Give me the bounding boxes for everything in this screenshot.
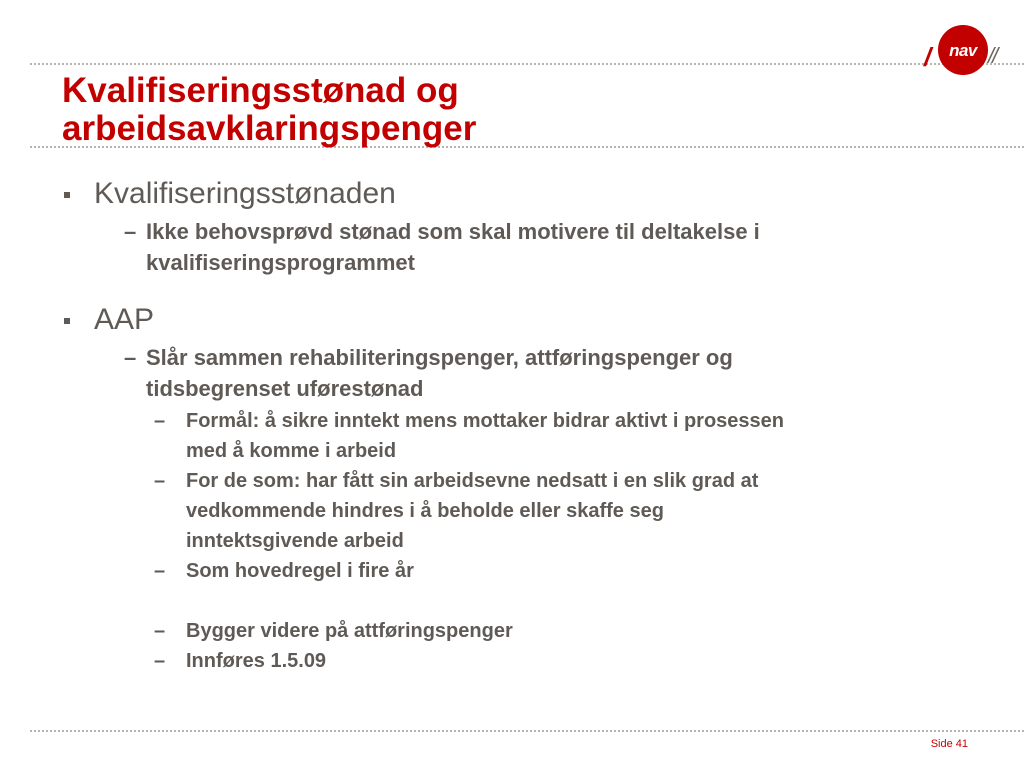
page-number: Side 41 (930, 738, 968, 750)
sub-sub-bullet: – Som hovedregel i fire år (172, 556, 946, 586)
dash-bullet-icon: – (154, 410, 166, 432)
sub-bullet: – Ikke behovsprøvd stønad som skal motivere til deltakelse i kvalifiseringsprogrammet (132, 216, 1002, 278)
sub-bullet: – Slår sammen rehabiliteringspenger, attføringspenger og tidsbegrenset uførestønad (132, 342, 1002, 404)
sub-sub-bullet: – For de som: har fått sin arbeidsevne nedsatt i en slik grad at vedkommende hindres i å beholde eller skaffe seg inntektsgivende arbeid (172, 466, 946, 556)
logo-text: nav (949, 41, 977, 60)
nav-logo-circle-icon (938, 25, 988, 75)
footer-dotted-divider (30, 730, 1024, 732)
dash-bullet-icon: – (154, 470, 166, 492)
sub-sub-bullet: – Bygger videre på attføringspenger (172, 616, 946, 646)
bullet-kvalifiseringsstonaden (62, 176, 1002, 212)
sub-sub-bullet: – Formål: å sikre inntekt mens mottaker bidrar aktivt i prosessen med å komme i arbeid (172, 406, 946, 466)
bullet-heading: Kvalifiseringsstønaden (94, 177, 396, 210)
logo-slash-right: // (988, 43, 997, 68)
logo-slash-left: / (924, 42, 932, 72)
title-line-1: Kvalifiseringsstønad og (62, 71, 459, 110)
dash-bullet-icon: – (154, 620, 166, 642)
slide-body (62, 176, 1002, 676)
bullet-aap (62, 302, 1002, 338)
bullet-heading: AAP (94, 303, 155, 336)
dash-bullet-icon: – (124, 345, 137, 370)
top-dotted-divider (30, 63, 1024, 65)
title-line-2: arbeidsavklaringspenger (62, 109, 477, 148)
nav-logo (924, 22, 1008, 82)
dash-bullet-icon: – (154, 650, 166, 672)
dash-bullet-icon: – (124, 219, 137, 244)
slide-title (62, 72, 476, 148)
square-bullet-icon (64, 318, 70, 324)
square-bullet-icon (64, 192, 70, 198)
dash-bullet-icon: – (154, 560, 166, 582)
sub-sub-bullet: – Innføres 1.5.09 (172, 646, 946, 676)
